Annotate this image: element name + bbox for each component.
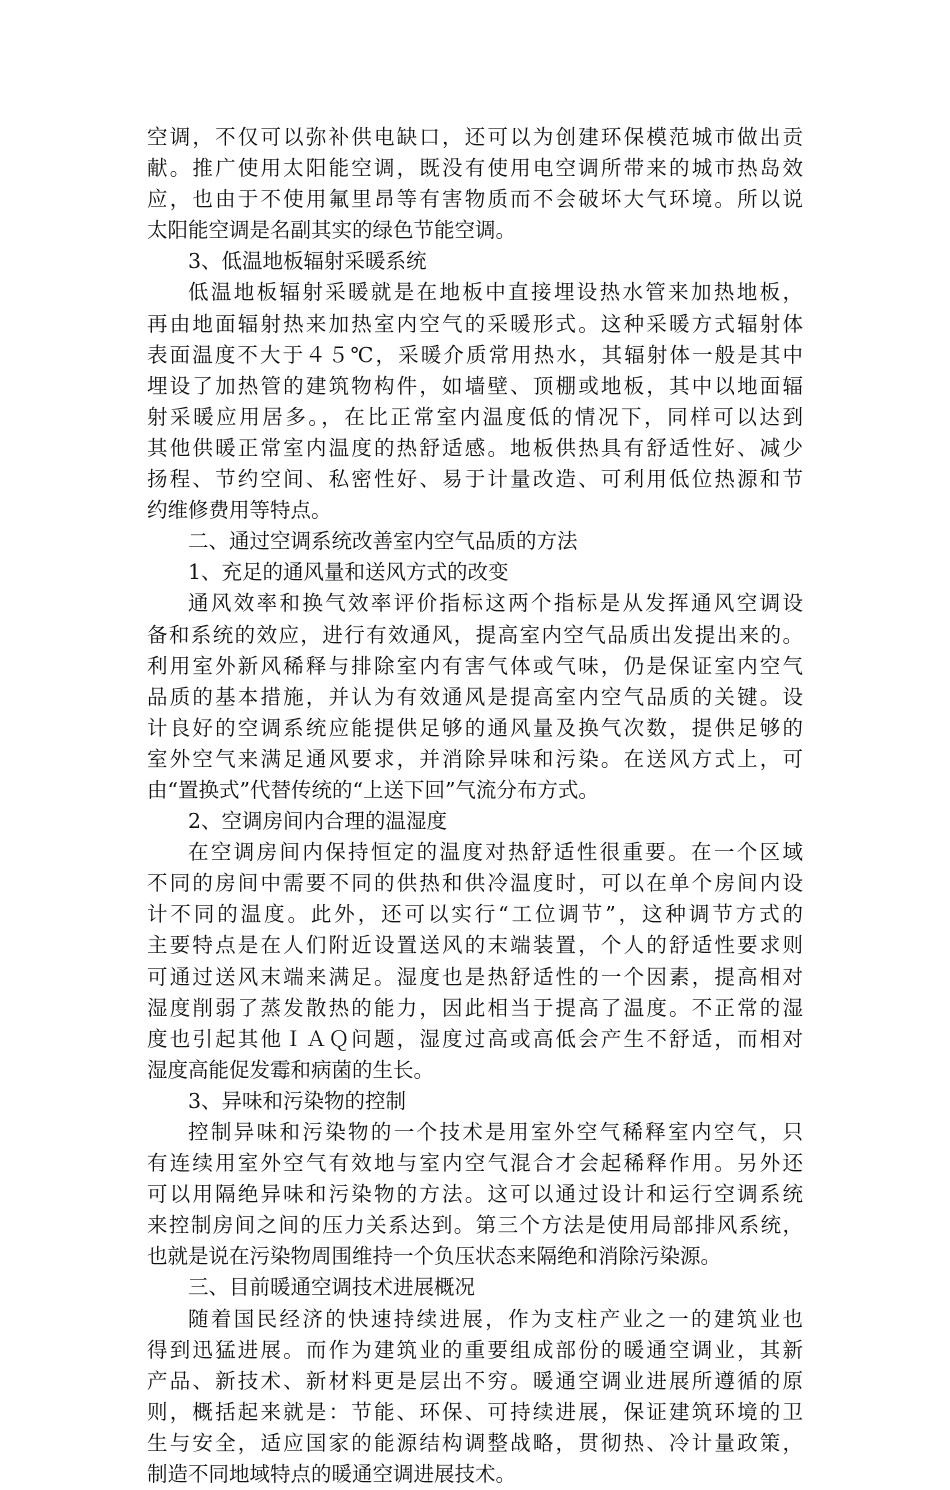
paragraph-floor-heating bbox=[147, 277, 803, 526]
text-line: 备和系统的效应，进行有效通风，提高室内空气品质出发提出来的。 bbox=[147, 622, 803, 647]
text-line: 再由地面辐射热来加热室内空气的采暖形式。这种采暖方式辐射体 bbox=[147, 311, 803, 336]
heading-line: 3、异味和污染物的控制 bbox=[188, 1088, 407, 1113]
section-heading bbox=[147, 526, 803, 557]
text-line: 得到迅猛进展。而作为建筑业的重要组成部份的暖通空调业，其新 bbox=[147, 1337, 803, 1362]
text-line: 不同的房间中需要不同的供热和供冷温度时，可以在单个房间内设 bbox=[147, 871, 803, 896]
paragraph-ventilation bbox=[147, 588, 803, 806]
text-line: 随着国民经济的快速持续进展，作为支柱产业之一的建筑业也 bbox=[188, 1306, 803, 1331]
text-line: 计不同的温度。此外，还可以实行“工位调节”，这种调节方式的 bbox=[147, 902, 803, 927]
heading-line: 3、低温地板辐射采暖系统 bbox=[188, 249, 427, 274]
text-line: 湿度高能促发霉和病菌的生长。 bbox=[147, 1057, 434, 1082]
text-line: 可通过送风末端来满足。湿度也是热舒适性的一个因素，提高相对 bbox=[147, 964, 803, 989]
text-line: 控制异味和污染物的一个技术是用室外空气稀释室内空气，只 bbox=[188, 1120, 803, 1144]
text-line: 约维修费用等特点。 bbox=[147, 498, 332, 523]
subsection-heading bbox=[147, 806, 803, 837]
text-line: 室外空气来满足通风要求，并消除异味和污染。在送风方式上，可 bbox=[147, 746, 803, 771]
text-line: 可以用隔绝异味和污染物的方法。这可以通过设计和运行空调系统 bbox=[147, 1182, 803, 1207]
text-line: 也就是说在污染物周围维持一个负压状态来隔绝和消除污染源。 bbox=[147, 1244, 721, 1269]
paragraph-temperature-humidity bbox=[147, 837, 803, 1086]
document-body bbox=[147, 122, 803, 1490]
text-line: 太阳能空调是名副其实的绿色节能空调。 bbox=[147, 218, 516, 243]
text-line: 低温地板辐射采暖就是在地板中直接埋设热水管来加热地板， bbox=[188, 280, 803, 305]
text-line: 由“置换式”代替传统的“上送下回”气流分布方式。 bbox=[147, 777, 599, 802]
paragraph-odor-control bbox=[147, 1117, 803, 1272]
text-line: 利用室外新风稀释与排除室内有害气体或气味，仍是保证室内空气 bbox=[147, 653, 803, 678]
section-heading bbox=[147, 1272, 803, 1303]
paragraph-hvac-progress bbox=[147, 1304, 803, 1490]
text-line: 主要特点是在人们附近设置送风的末端装置，个人的舒适性要求则 bbox=[147, 933, 803, 958]
text-line: 产品、新技术、新材料更是层出不穷。暖通空调业进展所遵循的原 bbox=[147, 1368, 803, 1393]
text-line: 计良好的空调系统应能提供足够的通风量及换气次数，提供足够的 bbox=[147, 715, 803, 740]
text-line: 湿度削弱了蒸发散热的能力，因此相当于提高了温度。不正常的湿 bbox=[147, 995, 803, 1020]
text-line: 空调，不仅可以弥补供电缺口，还可以为创建环保模范城市做出贡 bbox=[147, 125, 803, 149]
text-line: 在空调房间内保持恒定的温度对热舒适性很重要。在一个区域 bbox=[188, 840, 803, 865]
text-line: 生与安全，适应国家的能源结构调整战略，贯彻热、冷计量政策， bbox=[147, 1430, 803, 1455]
text-line: 献。推广使用太阳能空调，既没有使用电空调所带来的城市热岛效 bbox=[147, 156, 803, 181]
text-line: 埋设了加热管的建筑物构件，如墙壁、顶棚或地板，其中以地面辐 bbox=[147, 373, 803, 398]
paragraph-solar-ac-summary bbox=[147, 122, 803, 246]
text-line: 有连续用室外空气有效地与室内空气混合才会起稀释作用。另外还 bbox=[147, 1151, 803, 1176]
text-line: 射采暖应用居多。，在比正常室内温度低的情况下，同样可以达到 bbox=[147, 404, 803, 429]
subsection-heading bbox=[147, 557, 803, 588]
section-heading bbox=[147, 246, 803, 277]
text-line: 制造不同地域特点的暖通空调进展技术。 bbox=[147, 1462, 516, 1487]
heading-line: 1、充足的通风量和送风方式的改变 bbox=[188, 560, 509, 585]
subsection-heading bbox=[147, 1086, 803, 1117]
text-line: 通风效率和换气效率评价指标这两个指标是从发挥通风空调设 bbox=[188, 591, 803, 616]
text-line: 来控制房间之间的压力关系达到。第三个方法是使用局部排风系统， bbox=[147, 1213, 803, 1238]
heading-line: 二、通过空调系统改善室内空气品质的方法 bbox=[188, 529, 578, 554]
text-line: 度也引起其他ＩＡＱ问题，湿度过高或高低会产生不舒适，而相对 bbox=[147, 1026, 803, 1051]
text-line: 扬程、节约空间、私密性好、易于计量改造、可利用低位热源和节 bbox=[147, 467, 803, 492]
heading-line: 2、空调房间内合理的温湿度 bbox=[188, 809, 448, 834]
text-line: 则，概括起来就是：节能、环保、可持续进展，保证建筑环境的卫 bbox=[147, 1399, 803, 1424]
text-line: 应，也由于不使用氟里昂等有害物质而不会破坏大气环境。所以说 bbox=[147, 187, 803, 212]
text-line: 其他供暖正常室内温度的热舒适感。地板供热具有舒适性好、减少 bbox=[147, 435, 803, 460]
text-line: 品质的基本措施，并认为有效通风是提高室内空气品质的关键。设 bbox=[147, 684, 803, 709]
heading-line: 三、目前暖通空调技术进展概况 bbox=[188, 1275, 475, 1300]
text-line: 表面温度不大于４５℃，采暖介质常用热水，其辐射体一般是其中 bbox=[147, 342, 803, 367]
